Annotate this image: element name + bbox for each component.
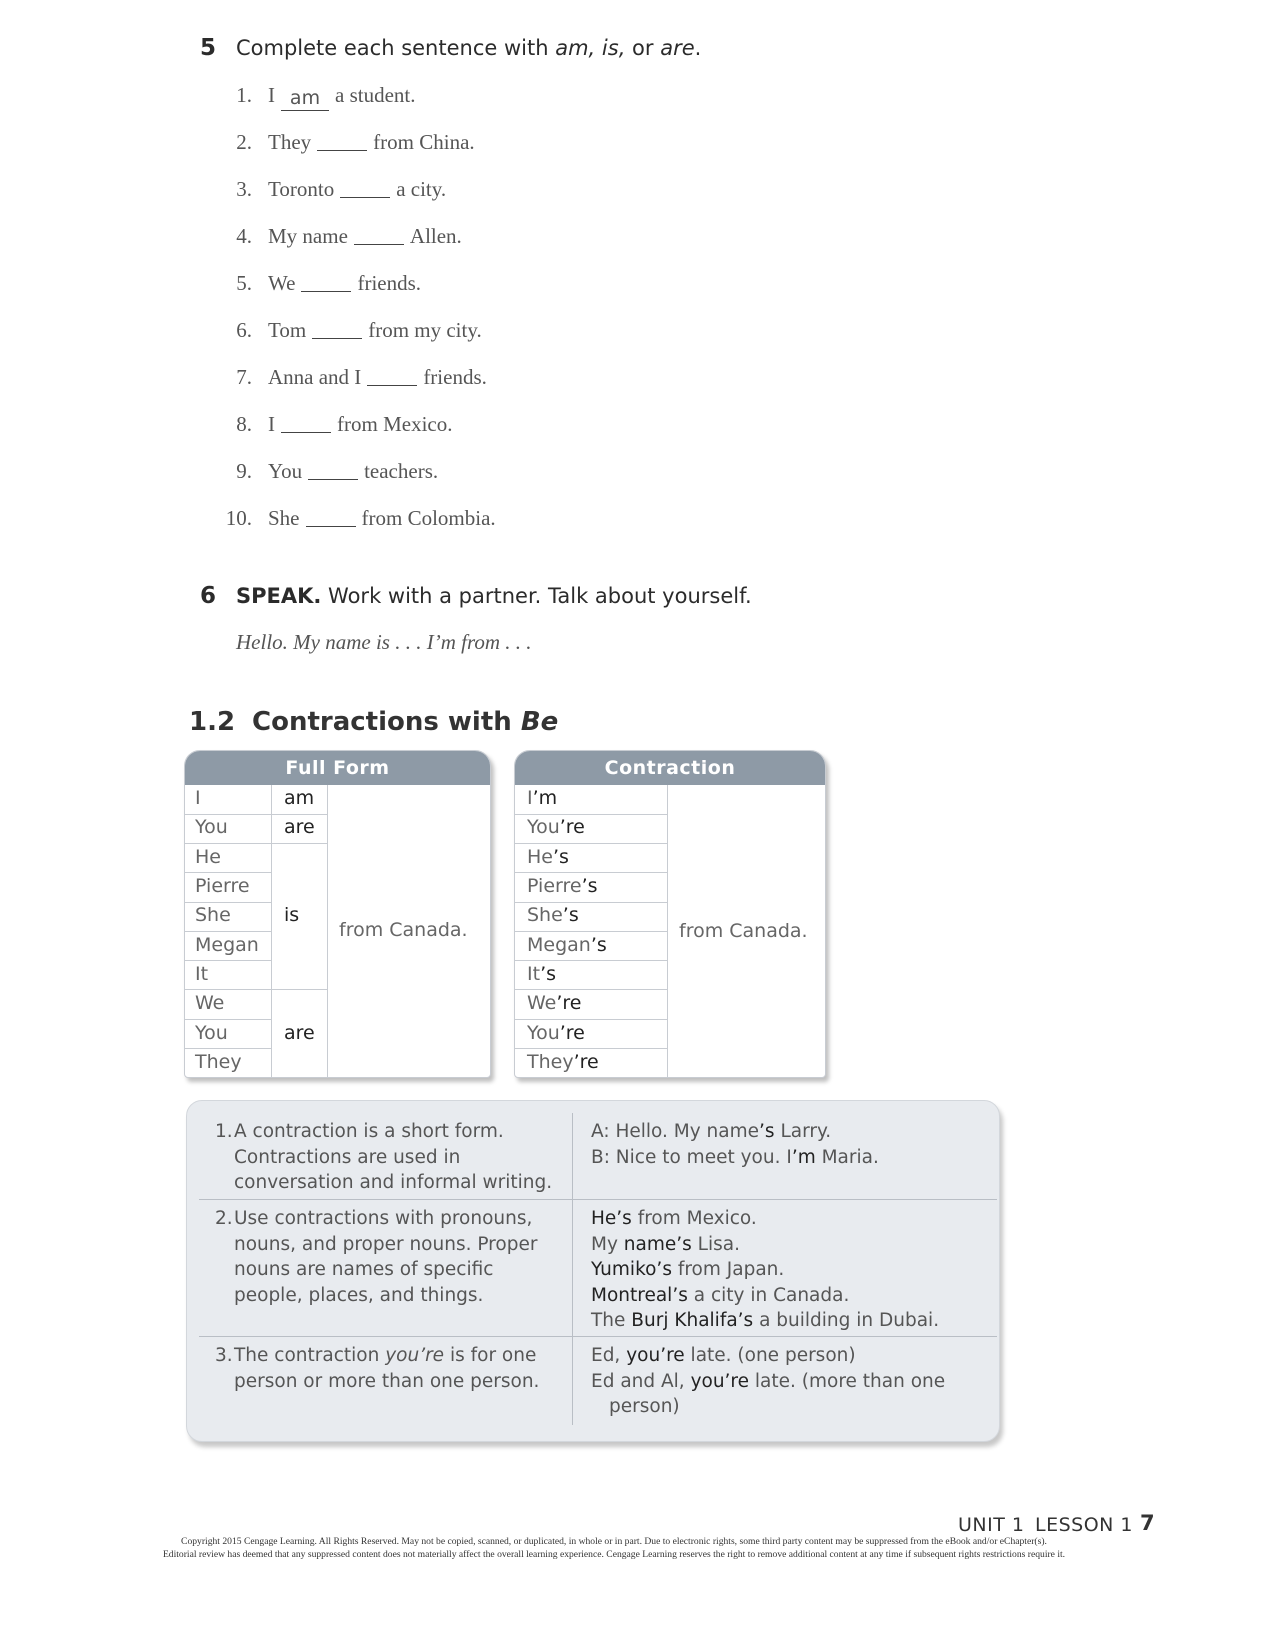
example-text: late. (one person) <box>684 1345 856 1366</box>
section-number: 1.2 <box>189 707 236 737</box>
instruction-period: . <box>694 36 702 60</box>
contraction-suffix: ’re <box>559 816 585 838</box>
item-number: 7. <box>236 365 252 389</box>
item-text-after: a student. <box>335 83 416 107</box>
item-text-after: Allen. <box>409 224 462 248</box>
item-text-before: Toronto <box>268 177 335 201</box>
answer-blank[interactable] <box>312 320 362 339</box>
answer-blank[interactable] <box>354 226 404 245</box>
exercise-item <box>236 318 482 343</box>
contraction-base: I <box>527 787 533 809</box>
example-highlight: you’re <box>626 1345 685 1366</box>
note-3 <box>215 1343 540 1394</box>
note-number: 3. <box>215 1345 233 1366</box>
item-number: 5. <box>236 271 252 295</box>
contraction-suffix: ’s <box>590 934 607 956</box>
contraction-base: She <box>527 904 563 926</box>
example-text: from Japan. <box>671 1259 785 1280</box>
contraction-base: They <box>527 1051 574 1073</box>
note-line: nouns, and proper nouns. Proper <box>234 1233 538 1255</box>
example-highlight: He’s <box>591 1208 632 1229</box>
exercise-item <box>236 365 487 390</box>
contraction-base: Pierre <box>527 875 582 897</box>
answer-blank[interactable]: am <box>281 90 329 111</box>
subject-cell: We <box>195 992 225 1014</box>
note-text: is for one <box>444 1345 537 1366</box>
item-text-after: friends. <box>423 365 487 389</box>
example-line <box>591 1232 939 1258</box>
subject-cell: They <box>195 1051 242 1073</box>
example-text: My <box>591 1233 624 1255</box>
contraction-base: It <box>527 963 541 985</box>
contraction-suffix: ’s <box>540 963 557 985</box>
full-form-table <box>184 750 491 1078</box>
section-title <box>252 707 558 737</box>
word-am: am, <box>555 36 596 60</box>
contraction-suffix: ’re <box>559 1022 585 1044</box>
item-number: 4. <box>236 224 252 248</box>
example-text: B: Nice to meet you. I <box>591 1146 792 1168</box>
verb-cell: am <box>284 787 315 809</box>
contraction-cell <box>517 1022 585 1044</box>
example-sentence: Hello. My name is . . . I’m from . . . <box>236 630 532 654</box>
example-text: Ed, <box>591 1345 627 1366</box>
example-text: a building in Dubai. <box>753 1310 940 1331</box>
note-line <box>234 1343 539 1369</box>
example-line <box>591 1308 939 1334</box>
example-highlight: name’s <box>623 1233 692 1255</box>
note-3-example <box>591 1343 945 1420</box>
answer-blank[interactable] <box>340 179 390 198</box>
contraction-cell <box>517 816 585 838</box>
subject-cell: It <box>195 963 209 985</box>
contraction-suffix: ’s <box>581 875 598 897</box>
exercise-item <box>236 412 453 437</box>
exercise-item <box>236 177 447 202</box>
page-number: 7 <box>1140 1511 1155 1535</box>
subject-cell: He <box>195 846 221 868</box>
note-1-example <box>591 1119 879 1170</box>
note-number: 2. <box>215 1208 233 1229</box>
exercise-item <box>236 224 462 249</box>
contraction-base: You <box>527 1022 560 1044</box>
example-text: from Mexico. <box>631 1208 757 1229</box>
contraction-cell <box>517 846 569 868</box>
item-text-before: Tom <box>268 318 307 342</box>
word-are: are <box>660 36 695 60</box>
example-line: person) <box>609 1396 680 1417</box>
example-line <box>591 1343 945 1369</box>
exercise-item <box>236 271 422 296</box>
contraction-suffix: ’s <box>562 904 579 926</box>
item-text-after: from China. <box>373 130 475 154</box>
instruction-text: Complete each sentence with <box>236 36 556 60</box>
note-line: conversation and informal writing. <box>234 1172 553 1193</box>
item-text-after: from Mexico. <box>337 412 453 436</box>
footer-unit: UNIT 1 <box>958 1514 1025 1536</box>
item-text-before: I <box>268 412 275 436</box>
subject-cell: She <box>195 904 231 926</box>
exercise-number: 6 <box>200 583 217 609</box>
answer-blank[interactable] <box>317 132 367 151</box>
contraction-base: We <box>527 992 557 1014</box>
verb-cell: are <box>284 816 315 838</box>
complement-cell: from Canada. <box>679 920 808 942</box>
example-text: Ed and Al, <box>591 1370 691 1392</box>
contraction-cell <box>517 963 556 985</box>
contraction-suffix: ’s <box>552 846 569 868</box>
exercise-instruction <box>236 36 701 60</box>
footer-lesson: LESSON 1 <box>1035 1514 1134 1536</box>
speak-label: SPEAK. <box>236 584 322 608</box>
exercise-number: 5 <box>200 35 217 61</box>
contraction-cell <box>517 787 557 809</box>
note-2-example <box>591 1206 939 1334</box>
note-1 <box>215 1119 553 1196</box>
contraction-cell <box>517 875 598 897</box>
example-line <box>591 1145 879 1171</box>
subject-cell: Pierre <box>195 875 250 897</box>
item-text-before: My name <box>268 224 348 248</box>
copyright-line: Editorial review has deemed that any suppressed content does not materially affect the overall learning experience. Cengage Learning reserves the right to remove additional content at any time if subsequent rights restrictions require it. <box>162 1548 1066 1560</box>
exercise-item <box>236 459 439 484</box>
item-number: 3. <box>236 177 252 201</box>
note-line: people, places, and things. <box>234 1284 484 1306</box>
contraction-table <box>514 750 826 1078</box>
item-number: 6. <box>236 318 252 342</box>
full-form-header: Full Form <box>185 751 490 785</box>
note-line: person or more than one person. <box>234 1370 540 1392</box>
example-text: A: Hello. My name <box>591 1121 760 1142</box>
subject-cell: Megan <box>195 934 259 956</box>
exercise-item <box>225 506 496 531</box>
item-text-before: She <box>268 506 300 530</box>
item-text-after: a city. <box>396 177 447 201</box>
item-number: 8. <box>236 412 252 436</box>
contraction-header: Contraction <box>515 751 825 785</box>
example-highlight: Montreal’s <box>591 1284 688 1306</box>
answer-blank[interactable] <box>301 273 351 292</box>
example-text: The <box>591 1310 632 1331</box>
note-line: Contractions are used in <box>234 1146 461 1168</box>
item-text-before: They <box>268 130 312 154</box>
answer-blank[interactable] <box>308 461 358 480</box>
item-text-before: Anna and I <box>268 365 362 389</box>
example-text: late. (more than one <box>749 1370 946 1392</box>
example-highlight: Yumiko’s <box>591 1259 672 1280</box>
item-number: 1. <box>236 83 252 107</box>
example-highlight: ’s <box>759 1121 775 1142</box>
exercise-instruction <box>236 584 752 608</box>
example-text: Lisa. <box>691 1233 740 1255</box>
item-number: 9. <box>236 459 252 483</box>
instruction-text: Work with a partner. Talk about yourself. <box>321 584 752 608</box>
example-highlight: you’re <box>690 1370 750 1392</box>
exercise-item <box>236 83 416 111</box>
contraction-cell <box>517 1051 599 1073</box>
section-title-italic: Be <box>520 707 559 737</box>
contraction-suffix: ’re <box>573 1051 599 1073</box>
subject-cell: You <box>195 1022 228 1044</box>
item-text-after: friends. <box>357 271 422 295</box>
example-highlight: Burj Khalifa’s <box>631 1310 754 1331</box>
note-line: nouns are names of specific <box>234 1259 494 1280</box>
item-text-before: I <box>268 83 275 107</box>
contraction-base: Megan <box>527 934 591 956</box>
note-italic: you’re <box>385 1345 445 1366</box>
word-is: is, <box>601 36 626 60</box>
item-text-after: teachers. <box>364 459 439 483</box>
item-text-before: We <box>268 271 296 295</box>
note-line: A contraction is a short form. <box>234 1121 504 1142</box>
note-text: The contraction <box>234 1345 386 1366</box>
item-text-after: from my city. <box>368 318 482 342</box>
answer-blank[interactable] <box>281 414 331 433</box>
copyright-line: Copyright 2015 Cengage Learning. All Rights Reserved. May not be copied, scanned, or duplicated, in whole or in part. Due to electronic rights, some third party content may be suppressed from the eBook and/or eChapter(s). <box>181 1536 1047 1547</box>
verb-cell: is <box>284 904 300 926</box>
complement-cell: from Canada. <box>339 919 468 941</box>
contraction-suffix: ’m <box>532 787 558 809</box>
example-text: a city in Canada. <box>687 1284 850 1306</box>
subject-cell: I <box>195 787 201 809</box>
item-number: 2. <box>236 130 252 154</box>
note-number: 1. <box>215 1121 233 1142</box>
example-line <box>591 1206 939 1232</box>
grammar-notes-box <box>186 1100 1000 1442</box>
item-text-after: from Colombia. <box>361 506 496 530</box>
item-number: 10. <box>225 506 252 530</box>
item-text-before: You <box>268 459 303 483</box>
note-2 <box>215 1206 538 1308</box>
instruction-or: or <box>625 36 661 60</box>
verb-cell: are <box>284 1022 315 1044</box>
exercise-item <box>236 130 475 155</box>
contraction-suffix: ’re <box>556 992 582 1014</box>
section-title-text: Contractions with <box>252 707 521 737</box>
example-text: Maria. <box>815 1146 879 1168</box>
contraction-base: He <box>527 846 553 868</box>
example-line <box>591 1257 939 1283</box>
subject-cell: You <box>195 816 228 838</box>
example-text: Larry. <box>774 1121 832 1142</box>
note-line: Use contractions with pronouns, <box>234 1208 533 1229</box>
example-line <box>591 1283 939 1309</box>
example-line <box>591 1119 879 1145</box>
contraction-cell <box>517 904 579 926</box>
contraction-cell <box>517 934 607 956</box>
example-highlight: ’m <box>791 1146 816 1168</box>
answer-blank[interactable] <box>306 508 356 527</box>
example-line <box>591 1369 945 1395</box>
contraction-cell <box>517 992 582 1014</box>
copyright-notice <box>0 1536 1228 1561</box>
contraction-base: You <box>527 816 560 838</box>
answer-blank[interactable] <box>367 367 417 386</box>
